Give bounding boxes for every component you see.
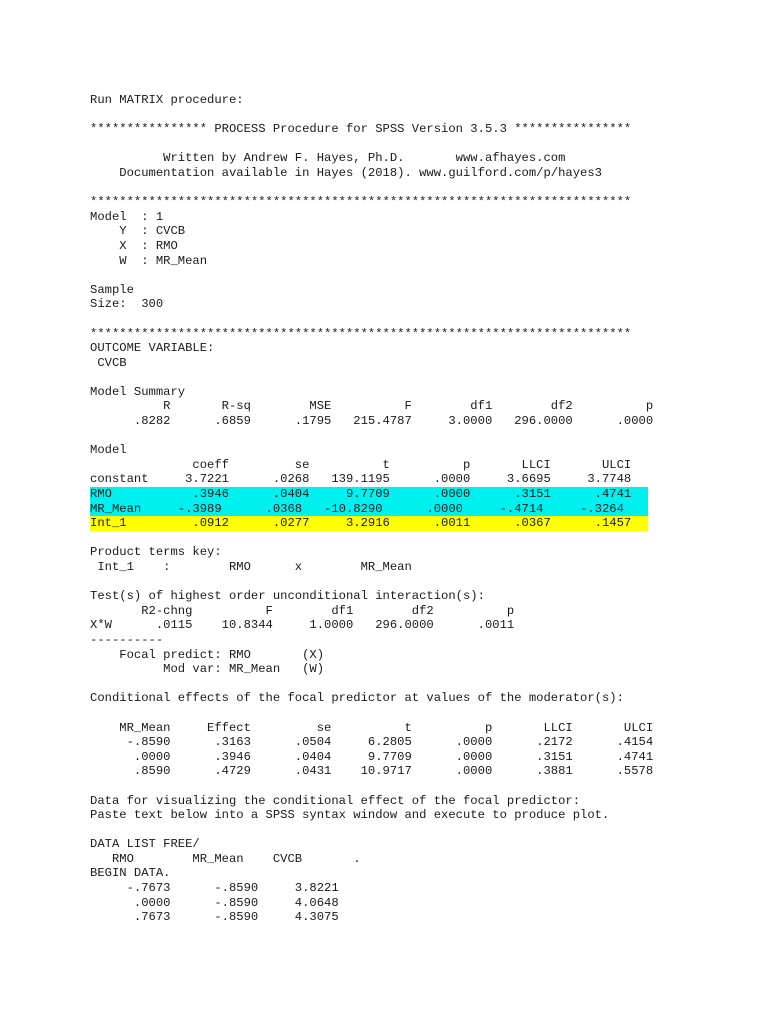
output-line xyxy=(90,575,690,590)
output-line: Int_1 : RMO x MR_Mean xyxy=(90,560,412,574)
output-line: .0000 .3946 .0404 9.7709 .0000 .3151 .4741 xyxy=(90,749,654,764)
output-line xyxy=(90,706,690,721)
output-line: Product terms key: xyxy=(90,545,222,560)
output-line: Test(s) of highest order unconditional interaction(s): xyxy=(90,589,485,604)
output-line: Model xyxy=(90,443,127,458)
spss-output-document xyxy=(90,93,690,925)
output-line: Documentation available in Hayes (2018). www.guilford.com/p/hayes3 xyxy=(90,165,602,180)
output-line xyxy=(90,370,690,385)
output-line: Model : 1 xyxy=(90,209,164,224)
output-line: OUTCOME VARIABLE: xyxy=(90,341,215,356)
output-line xyxy=(90,429,690,444)
output-line: .8282 .6859 .1795 215.4787 3.0000 296.0000 .0000 xyxy=(90,414,654,429)
output-line xyxy=(90,268,690,283)
output-line: MR_Mean Effect se t p LLCI ULCI xyxy=(90,720,654,735)
output-line: RMO MR_Mean CVCB . xyxy=(90,851,361,866)
output-line: X*W .0115 10.8344 1.0000 296.0000 .0011 xyxy=(90,618,515,633)
output-line: -.8590 .3163 .0504 6.2805 .0000 .2172 .4154 xyxy=(90,735,654,750)
output-line: ************************************************************************** xyxy=(90,195,632,210)
output-line: ************************************************************************** xyxy=(90,326,632,341)
output-line: Y : CVCB xyxy=(90,224,186,239)
output-line xyxy=(90,823,690,838)
output-line: .7673 -.8590 4.3075 xyxy=(90,910,339,925)
output-line xyxy=(90,108,690,123)
output-line: R R-sq MSE F df1 df2 p xyxy=(90,399,654,414)
output-line: ---------- xyxy=(90,632,164,647)
highlighted-output-line: MR_Mean -.3989 .0368 -10.8290 .0000 -.4714 -.3264 xyxy=(90,502,648,517)
output-line: constant 3.7221 .0268 139.1195 .0000 3.6695 3.7748 xyxy=(90,472,632,487)
output-line: Conditional effects of the focal predictor at values of the moderator(s): xyxy=(90,691,624,706)
output-line xyxy=(90,312,690,327)
output-line: Model Summary xyxy=(90,384,186,399)
output-line: Mod var: MR_Mean (W) xyxy=(90,662,325,677)
output-line: Data for visualizing the conditional effect of the focal predictor: xyxy=(90,793,581,808)
output-line: X : RMO xyxy=(90,238,178,253)
output-line: W : MR_Mean xyxy=(90,253,208,268)
output-line: coeff se t p LLCI ULCI xyxy=(90,457,632,472)
output-line: BEGIN DATA. xyxy=(90,866,171,881)
highlighted-output-line: RMO .3946 .0404 9.7709 .0000 .3151 .4741 xyxy=(90,487,648,502)
output-line xyxy=(90,531,690,546)
output-line: Paste text below into a SPSS syntax window and execute to produce plot. xyxy=(90,808,610,823)
output-line xyxy=(90,677,690,692)
output-line: Focal predict: RMO (X) xyxy=(90,647,325,662)
output-line xyxy=(90,181,690,196)
highlighted-output-line: Int_1 .0912 .0277 3.2916 .0011 .0367 .1457 xyxy=(90,516,648,531)
output-line: .8590 .4729 .0431 10.9717 .0000 .3881 .5578 xyxy=(90,764,654,779)
output-line: Run MATRIX procedure: xyxy=(90,93,244,107)
output-line: Sample xyxy=(90,282,134,297)
output-line: **************** PROCESS Procedure for SPSS Version 3.5.3 **************** xyxy=(90,122,632,137)
output-line: R2-chng F df1 df2 p xyxy=(90,603,515,618)
output-line: Size: 300 xyxy=(90,297,164,312)
output-line: Written by Andrew F. Hayes, Ph.D. www.afhayes.com xyxy=(90,151,566,166)
output-line: DATA LIST FREE/ xyxy=(90,837,200,852)
output-line: -.7673 -.8590 3.8221 xyxy=(90,881,339,896)
output-line xyxy=(90,137,690,152)
output-line: .0000 -.8590 4.0648 xyxy=(90,895,339,910)
output-line xyxy=(90,779,690,794)
output-line: CVCB xyxy=(90,355,127,370)
